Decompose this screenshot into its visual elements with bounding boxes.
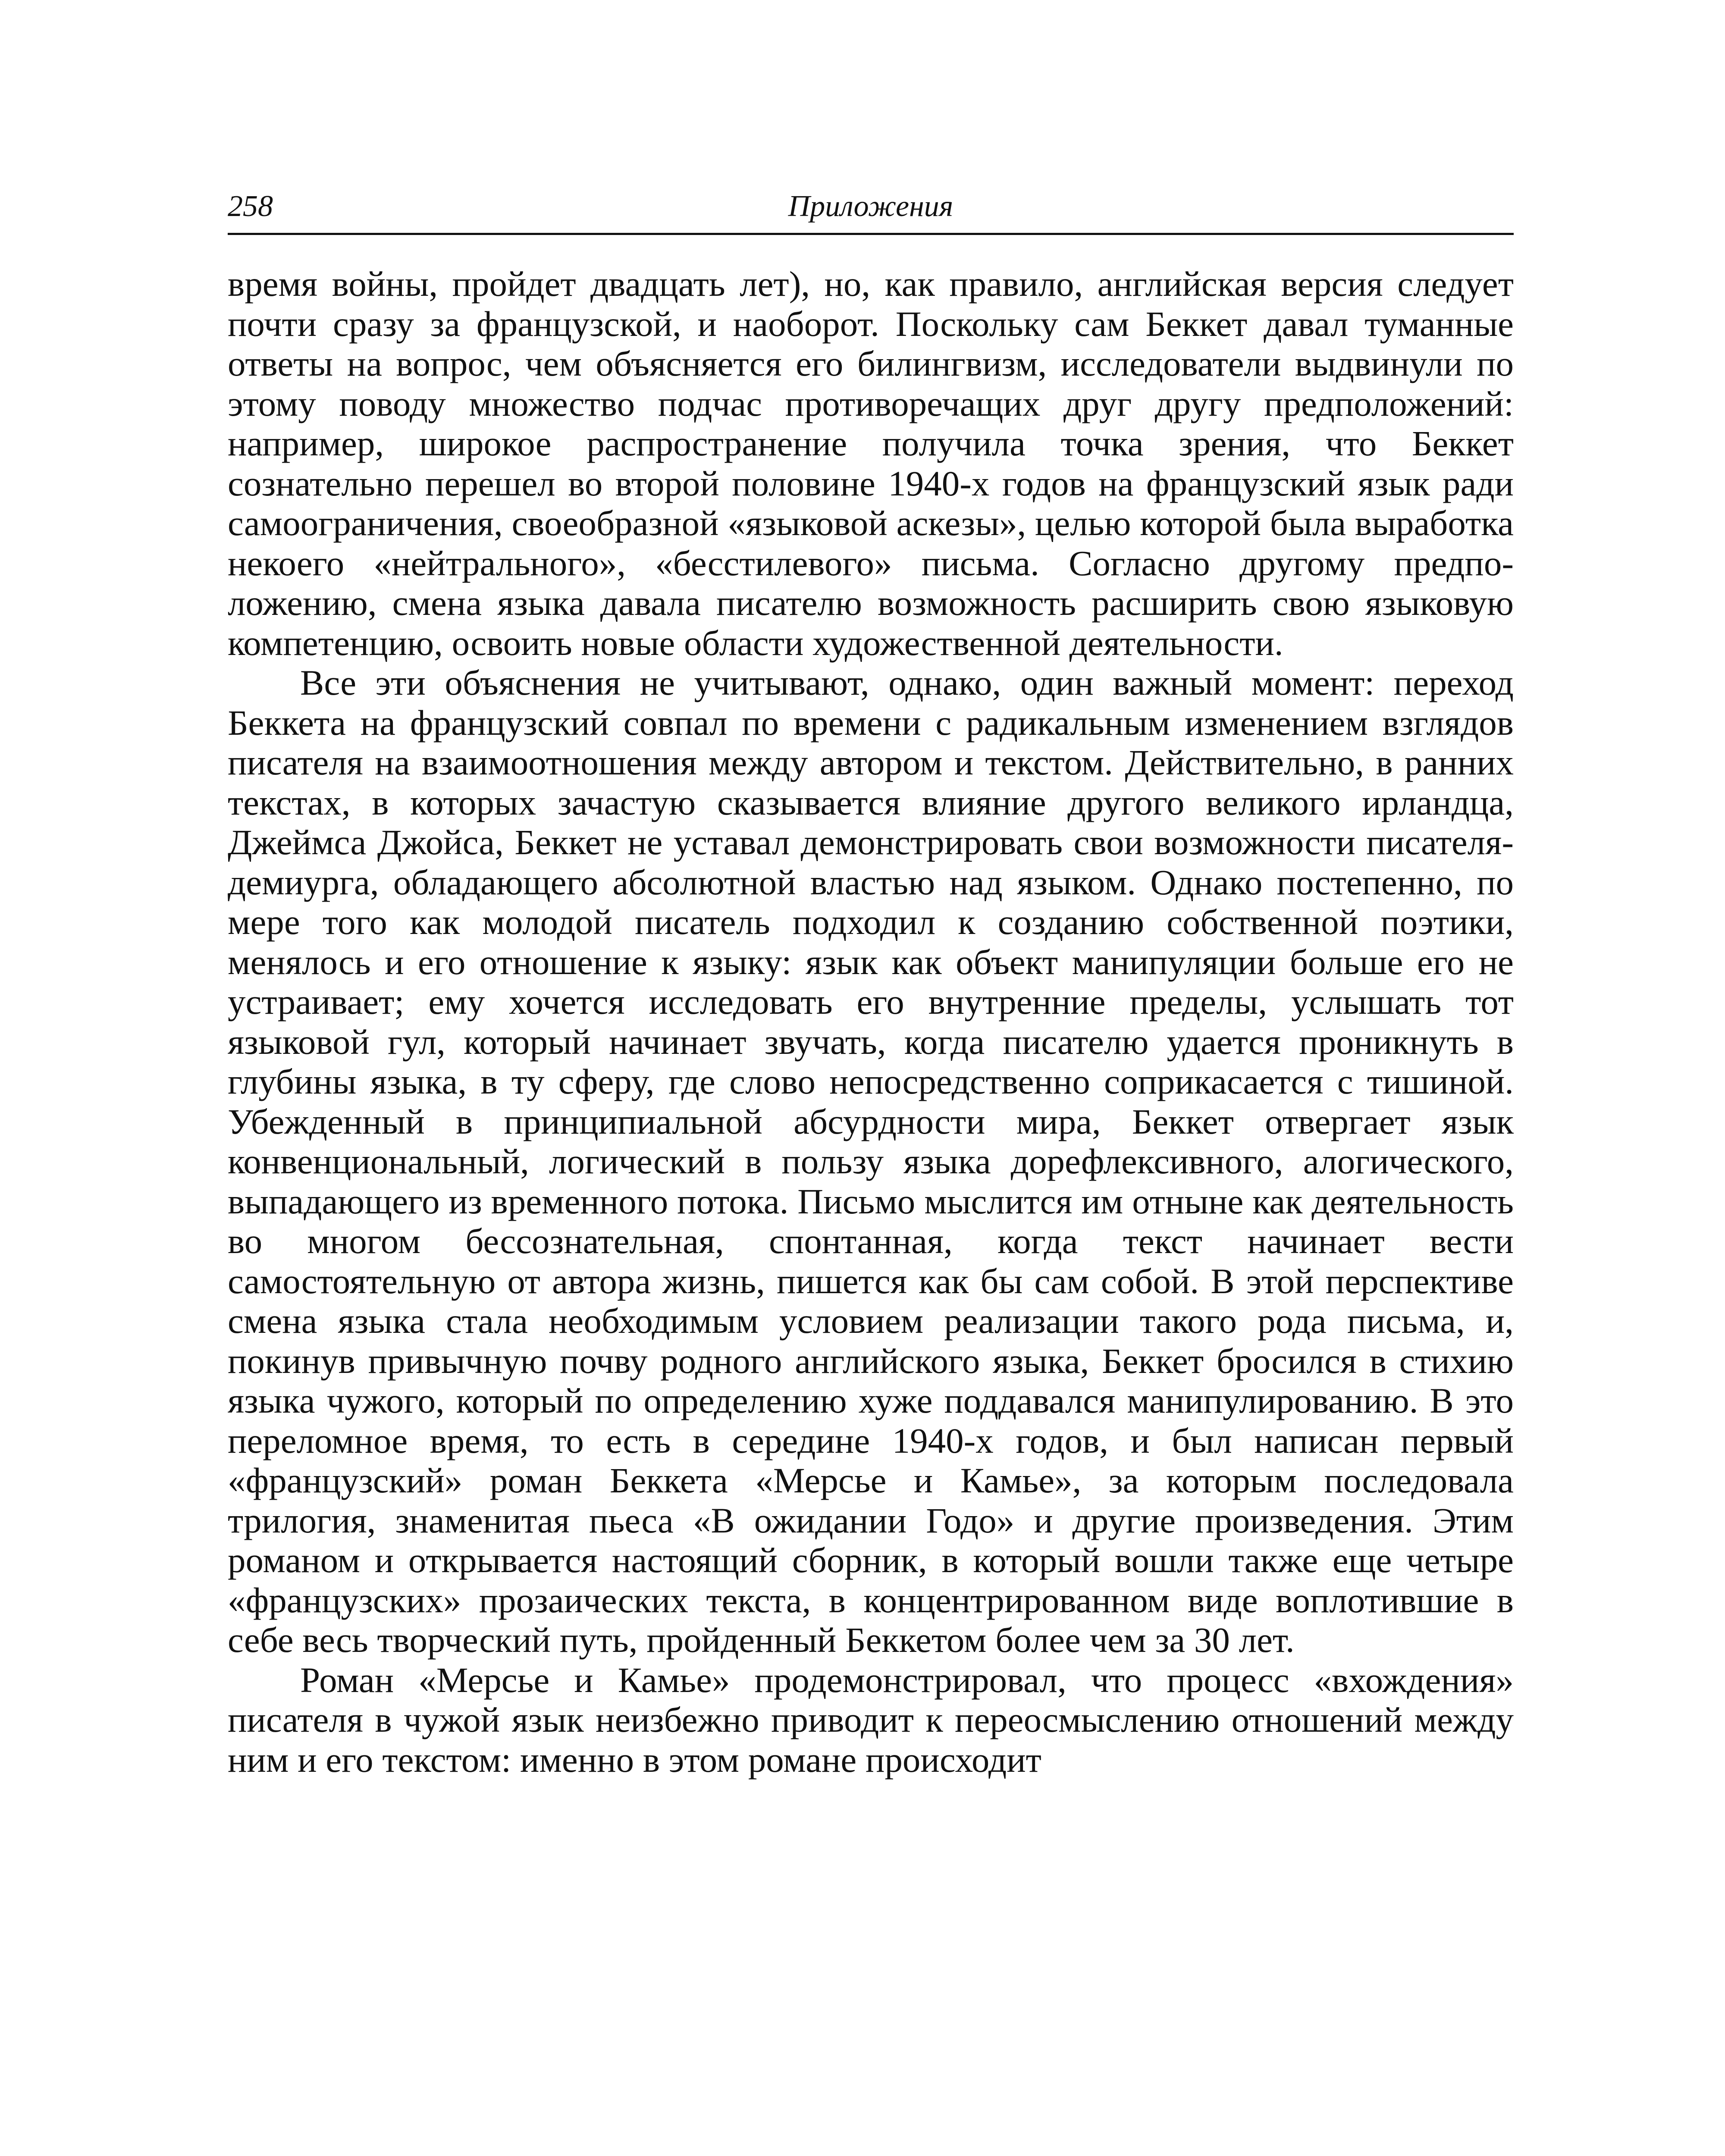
- page-number: 258: [228, 190, 273, 223]
- running-title: Приложения: [788, 190, 953, 223]
- page-header: [228, 180, 1514, 235]
- paragraph-1: время войны, пройдет двадцать лет), но, как правило, английская версия следует почти сразу за французской, и наоборот. Поскольку сам Беккет давал туманные ответы на вопрос, чем объясняется его билингвизм, исследователи выдвинули по этому поводу множество подчас противоречащих друг другу предположений: например, широкое распространение получила точка зрения, что Беккет сознательно перешел во второй половине 1940-х годов на французский язык ради самоограничения, своеобразной «языковой аскезы», целью которой была выработка некоего «нейтрального», «бесстилевого» письма. Согласно другому предположению, смена языка давала писателю возможность расширить свою языковую компетенцию, освоить новые области художественной деятельности.: [228, 264, 1514, 663]
- paragraph-3: Роман «Мерсье и Камье» продемонстрировал, что процесс «вхождения» писателя в чужой язык неизбежно приводит к переосмыслению отношений между ним и его текстом: именно в этом романе происходит: [228, 1660, 1514, 1780]
- body-text: [228, 264, 1514, 1780]
- paragraph-2: Все эти объяснения не учитывают, однако, один важный момент: переход Беккета на французский совпал по времени с радикальным изменением взглядов писателя на взаимоотношения между автором и текстом. Действительно, в ранних текстах, в которых зачастую сказывается влияние другого великого ирландца, Джеймса Джойса, Беккет не уставал демонстрировать свои возможности писателя-демиурга, обладающего абсолютной властью над языком. Однако постепенно, по мере того как молодой писатель подходил к созданию собственной поэтики, менялось и его отношение к языку: язык как объект манипуляции больше его не устраивает; ему хочется исследовать его внутренние пределы, услышать тот языковой гул, который начинает звучать, когда писателю удается проникнуть в глубины языка, в ту сферу, где слово непосредственно соприкасается с тишиной. Убежденный в принципиальной абсурдности мира, Беккет отвергает язык конвенциональный, логический в пользу языка дорефлексивного, алогического, выпадающего из временного потока. Письмо мыслится им отныне как деятельность во многом бессознательная, спонтанная, когда текст начинает вести самостоятельную от автора жизнь, пишется как бы сам собой. В этой перспективе смена языка стала необходимым условием реализации такого рода письма, и, покинув привычную почву родного английского языка, Беккет бросился в стихию языка чужого, который по определению хуже поддавался манипулированию. В это переломное время, то есть в середине 1940-х годов, и был написан первый «французский» роман Беккета «Мерсье и Камье», за которым последовала трилогия, знаменитая пьеса «В ожидании Годо» и другие произведения. Этим романом и открывается настоящий сборник, в который вошли также еще четыре «французских» прозаических текста, в концентрированном виде воплотившие в себе весь творческий путь, пройденный Беккетом более чем за 30 лет.: [228, 663, 1514, 1660]
